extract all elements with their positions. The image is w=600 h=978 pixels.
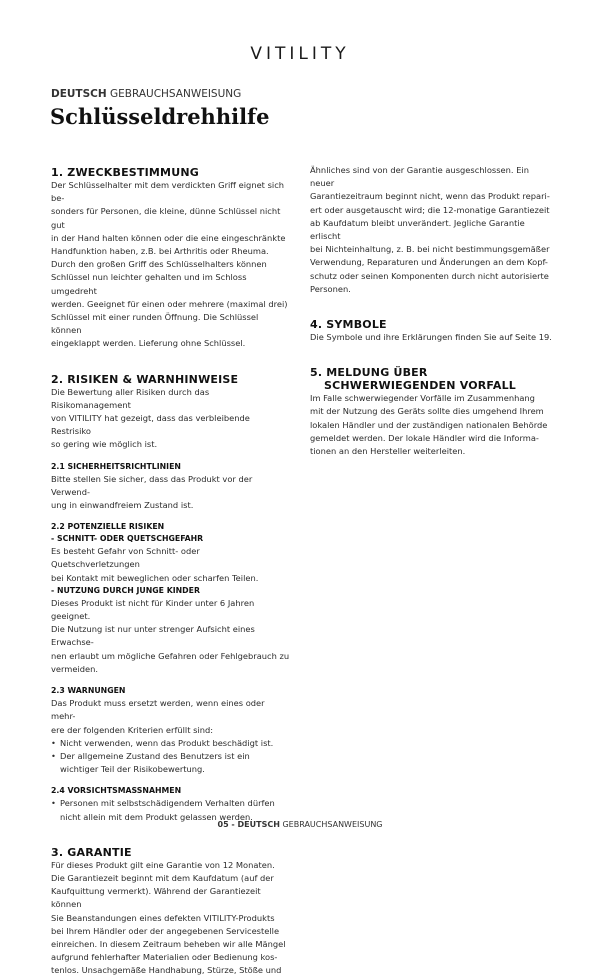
doc-type-label: GEBRAUCHSANWEISUNG: [109, 88, 242, 100]
warning-item: • Der allgemeine Zustand des Benutzers ist ein wichtiger Teil der Risikobewertung.: [51, 750, 291, 776]
section-2-2-heading: 2.2 POTENZIELLE RISIKEN: [51, 522, 165, 532]
page-footer: [0, 820, 600, 829]
section-2-4-heading: 2.4 VORSICHTSMASSNAHMEN: [51, 786, 182, 796]
section-2-3-heading: 2.3 WARNUNGEN: [51, 686, 126, 696]
risk-cut-text: Es besteht Gefahr von Schnitt- oder Quetschverletzungen bei Kontakt mit beweglichen oder scharfen Teilen.: [51, 546, 259, 583]
risk-children-heading: - NUTZUNG DURCH JUNGE KINDER: [51, 585, 200, 595]
brand-logo: VITILITY: [250, 44, 350, 64]
section-1-heading: 1. ZWECKBESTIMMUNG: [51, 166, 199, 179]
section-5-heading-line2: SCHWERWIEGENDEN VORFALL: [324, 379, 517, 393]
section-3-text: Für dieses Produkt gilt eine Garantie von 12 Monaten. Die Garantiezeit beginnt mit dem Kaufdatum (auf der Kaufquittung vermerkt). Während der Garantiezeit können Sie Beanstandungen eines defekten VITILITY-Produkts bei Ihrem Händler oder der angegebenen Servicestelle einreichen. In diesem Zeitraum beheben wir alle Mängel aufgrund fehlerhafter Materialien oder Bedienung kos- tenlos. Unsachgemäße Handhabung, Stürze, Stöße und: [51, 859, 286, 976]
warnings-list: [51, 737, 291, 777]
right-column: [310, 164, 555, 458]
section-1-text: Der Schlüsselhalter mit dem verdickten Griff eignet sich be- sonders für Personen, die kleine, dünne Schlüssel nicht gut in der Hand halten können oder die eine eingeschränkte Handfunktion haben, z.B. bei Arthritis oder Rheuma. Durch den großen Griff des Schlüsselhalters können Schlüssel nun leichter gehalten und im Schloss umgedreht werden. Geeignet für einen oder mehrere (maximal drei) Schlüssel mit einer runden Öffnung. Die Schlüssel können eingeklappt werden. Lieferung ohne Schlüssel.: [51, 180, 288, 349]
warning-item: • Nicht verwenden, wenn das Produkt beschädigt ist.: [51, 737, 291, 750]
left-column: [51, 166, 291, 978]
footer-doc-type: GEBRAUCHSANWEISUNG: [282, 820, 383, 829]
section-2-1-heading: 2.1 SICHERHEITSRICHTLINIEN: [51, 461, 181, 471]
footer-page-label: 05 - DEUTSCH: [217, 820, 280, 829]
section-4-text: Die Symbole und ihre Erklärungen finden Sie auf Seite 19.: [310, 332, 552, 343]
section-4-heading: 4. SYMBOLE: [310, 318, 387, 332]
section-5-text: Im Falle schwerwiegender Vorfälle im Zusammenhang mit der Nutzung des Geräts sollte dies umgehend Ihrem lokalen Händler und der zuständigen nationalen Behörde gemeldet werden. Der lokale Händler wird die Informa- tionen an den Hersteller weiterleiten.: [310, 393, 548, 457]
section-2-1-text: Bitte stellen Sie sicher, dass das Produkt vor der Verwend- ung in einwandfreiem Zustand ist.: [51, 473, 253, 511]
section-5-heading: 5. MELDUNG ÜBER: [310, 366, 428, 380]
risk-cut-heading: - SCHNITT- ODER QUETSCHGEFAHR: [51, 534, 204, 544]
section-2-heading: 2. RISIKEN & WARNHINWEISE: [51, 372, 239, 386]
section-3-text-continued: Ähnliches sind von der Garantie ausgeschlossen. Ein neuer Garantiezeitraum beginnt nicht, wenn das Produkt repari- ert oder ausgetauscht wird; die 12-monatige Garantiezeit ab Kaufdatum bleibt unverändert. Jegliche Garantie erlischt bei Nichteinhaltung, z. B. bei nicht bestimmungsgemäßer Verwendung, Reparaturen und Änderungen an dem Kopf- schutz oder seinen Komponenten durch nicht autorisierte Personen.: [310, 165, 550, 294]
language-line: [51, 88, 241, 100]
page-title: Schlüsseldrehhilfe: [50, 104, 270, 129]
precaution-item: • Personen mit selbstschädigendem Verhalten dürfen nicht allein mit dem Produkt gelassen werden.: [51, 797, 291, 823]
section-3-heading: 3. GARANTIE: [51, 845, 132, 859]
section-2-3-text: Das Produkt muss ersetzt werden, wenn eines oder mehr- ere der folgenden Kriterien erfüllt sind:: [51, 698, 265, 735]
risk-children-text: Dieses Produkt ist nicht für Kinder unter 6 Jahren geeignet. Die Nutzung ist nur unter strenger Aufsicht eines Erwachse- nen erlaubt um mögliche Gefahren oder Fehlgebrauch zu vermeiden.: [51, 597, 290, 674]
language-label: DEUTSCH: [51, 88, 107, 100]
section-2-text: Die Bewertung aller Risiken durch das Risikomanagement von VITILITY hat gezeigt, dass das verbleibende Restrisiko so gering wie möglich ist.: [51, 386, 250, 450]
